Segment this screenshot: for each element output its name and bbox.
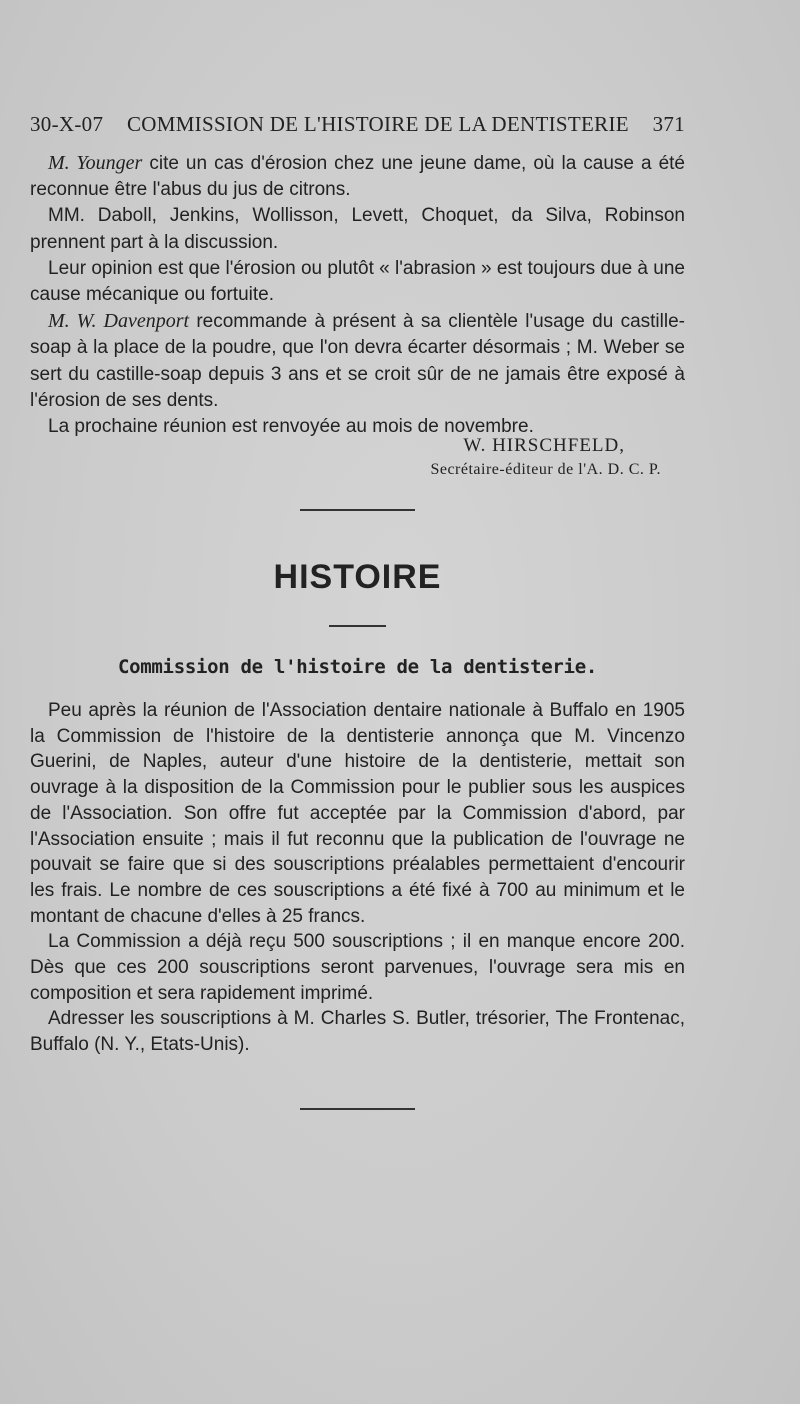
paragraph: Peu après la réunion de l'Association dentaire nationale à Buffalo en 1905 la Commission de l'histoire de la dentisterie annonça que M. Vincenzo Guerini, de Naples, auteur d'une histoire de la dentisterie, mettait son ouvrage à la disposition de la Commission pour le publier sous les auspices de l'Association. Son offre fut acceptée par la Commission d'abord, par l'Association ensuite ; mais il fut reconnu que la publication de l'ouvrage ne pouvait se faire que si des souscriptions préalables permettaient d'encourir les frais. Le nombre de ces souscriptions a été fixé à 700 au minimum et le montant de chacune d'elles à 25 francs. (30, 700, 685, 927)
paragraph: Adresser les souscriptions à M. Charles S. Butler, trésorier, The Frontenac, Buffalo (N. Y., Etats-Unis). (30, 1008, 685, 1056)
paragraph: MM. Daboll, Jenkins, Wollisson, Levett, Choquet, da Silva, Robinson prennent part à la discussion. (30, 205, 685, 253)
paragraph: M. Younger cite un cas d'érosion chez une jeune dame, où la cause a été reconnue être l'abus du jus de citrons. (30, 152, 685, 201)
header-title: COMMISSION DE L'HISTOIRE DE LA DENTISTERIE (126, 112, 629, 136)
discussion-text (30, 150, 685, 440)
paragraph: Leur opinion est que l'érosion ou plutôt « l'abrasion » est toujours due à une cause mécanique ou fortuite. (30, 257, 685, 306)
paragraph: M. W. Davenport recommande à présent à sa clientèle l'usage du castille-soap à la place de la poudre, que l'on devra écarter désormais ; M. Weber se sert du castille-soap depuis 3 ans et se croit sûr de ne jamais être exposé à l'érosion de ses dents. (30, 310, 685, 411)
header-date: 30-X-07 (30, 112, 104, 136)
separator-rule (300, 509, 415, 511)
paragraph: La Commission a déjà reçu 500 souscriptions ; il en manque encore 200. Dès que ces 200 souscriptions seront parvenues, l'ouvrage sera mis en composition et sera rapidement imprimé. (30, 931, 685, 1004)
running-header (30, 112, 685, 137)
signature-title: Secrétaire-éditeur de l'A. D. C. P. (430, 461, 661, 478)
speaker-name: M. W. Davenport (48, 310, 190, 333)
speaker-name: M. Younger (48, 152, 143, 174)
paragraph: La prochaine réunion est renvoyée au mois de novembre. (48, 416, 534, 438)
separator-rule (329, 625, 386, 627)
section-title: HISTOIRE (273, 558, 442, 596)
signature-name: W. HIRSCHFELD, (463, 435, 625, 456)
history-text (30, 698, 685, 1058)
signature-block (30, 434, 685, 482)
page-number: 371 (652, 112, 685, 136)
subsection-title: Commission de l'histoire de la dentisterie. (118, 656, 597, 678)
separator-rule (300, 1108, 415, 1110)
